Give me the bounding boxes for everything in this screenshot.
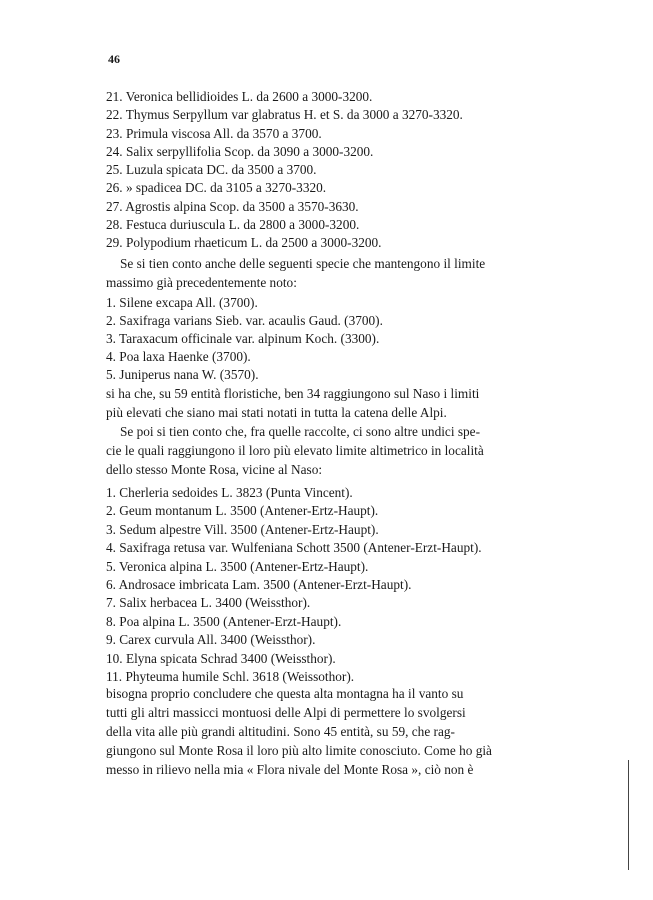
page-number: 46 <box>108 52 120 66</box>
list-item: 1. Silene excapa All. (3700). <box>106 295 258 310</box>
text-line: messo in rilievo nella mia « Flora nivale del Monte Rosa », ciò non è <box>106 762 474 777</box>
list-item: 2. Saxifraga varians Sieb. var. acaulis Gaud. (3700). <box>106 313 383 328</box>
text-line: della vita alle più grandi altitudini. Sono 45 entità, su 59, che rag- <box>106 724 455 739</box>
list-item: 5. Veronica alpina L. 3500 (Antener-Ertz-Haupt). <box>106 558 369 574</box>
paragraph-conclusion <box>106 684 566 779</box>
text-line: giungono sul Monte Rosa il loro più alto limite conosciuto. Come ho già <box>106 743 492 758</box>
list-item: 25. Luzula spicata DC. da 3500 a 3700. <box>106 162 317 178</box>
text-line: dello stesso Monte Rosa, vicine al Naso: <box>106 462 323 477</box>
list-item: 3. Taraxacum officinale var. alpinum Koch. (3300). <box>106 331 380 346</box>
list-item: 23. Primula viscosa All. da 3570 a 3700. <box>106 125 322 141</box>
species-list-known-limits <box>106 294 566 384</box>
list-item: 1. Cherleria sedoides L. 3823 (Punta Vincent). <box>106 485 353 500</box>
species-list-monte-rosa <box>106 484 566 686</box>
text-line: Se si tien conto anche delle seguenti specie che mantengono il limite <box>120 256 486 271</box>
species-list-continued <box>106 88 566 253</box>
text-line: più elevati che siano mai stati notati in tutta la catena delle Alpi. <box>106 405 447 420</box>
text-line: tutti gli altri massicci montuosi delle Alpi di permettere lo svolgersi <box>106 705 466 720</box>
paragraph-intro-known-limits <box>106 254 566 292</box>
text-line: massimo già precedentemente noto: <box>106 275 297 290</box>
text-line: bisogna proprio concludere che questa alta montagna ha il vanto su <box>106 686 464 701</box>
list-item: 8. Poa alpina L. 3500 (Antener-Erzt-Haupt). <box>106 613 342 629</box>
list-item: 9. Carex curvula All. 3400 (Weissthor). <box>106 632 316 648</box>
list-item: 24. Salix serpyllifolia Scop. da 3090 a 3000-3200. <box>106 143 374 159</box>
text-line: si ha che, su 59 entità floristiche, ben 34 raggiungono sul Naso i limiti <box>106 386 480 401</box>
list-item: 27. Agrostis alpina Scop. da 3500 a 3570-3630. <box>106 198 359 214</box>
list-item: 6. Androsace imbricata Lam. 3500 (Antener-Erzt-Haupt). <box>106 577 412 593</box>
text-line: cie le quali raggiungono il loro più elevato limite altimetrico in località <box>106 443 484 458</box>
list-item: 29. Polypodium rhaeticum L. da 2500 a 3000-3200. <box>106 235 382 251</box>
list-item: 4. Saxifraga retusa var. Wulfeniana Schott 3500 (Antener-Erzt-Haupt). <box>106 540 482 556</box>
text-line: Se poi si tien conto che, fra quelle raccolte, ci sono altre undici spe- <box>120 424 480 439</box>
list-item: 22. Thymus Serpyllum var glabratus H. et S. da 3000 a 3270-3320. <box>106 107 463 123</box>
page-edge-line <box>628 760 629 870</box>
list-item: 10. Elyna spicata Schrad 3400 (Weissthor). <box>106 650 336 666</box>
list-item: 7. Salix herbacea L. 3400 (Weissthor). <box>106 595 311 611</box>
list-item: 11. Phyteuma humile Schl. 3618 (Weissothor). <box>106 669 355 685</box>
list-item: 28. Festuca duriuscula L. da 2800 a 3000-3200. <box>106 217 360 233</box>
list-item: 21. Veronica bellidioides L. da 2600 a 3000-3200. <box>106 89 373 104</box>
list-item: 4. Poa laxa Haenke (3700). <box>106 349 251 364</box>
list-item: 26. » spadicea DC. da 3105 a 3270-3320. <box>106 180 327 196</box>
list-item: 3. Sedum alpestre Vill. 3500 (Antener-Ertz-Haupt). <box>106 521 379 537</box>
list-item: 2. Geum montanum L. 3500 (Antener-Ertz-Haupt). <box>106 503 379 519</box>
paragraph-summary <box>106 384 566 479</box>
list-item: 5. Juniperus nana W. (3570). <box>106 367 259 382</box>
